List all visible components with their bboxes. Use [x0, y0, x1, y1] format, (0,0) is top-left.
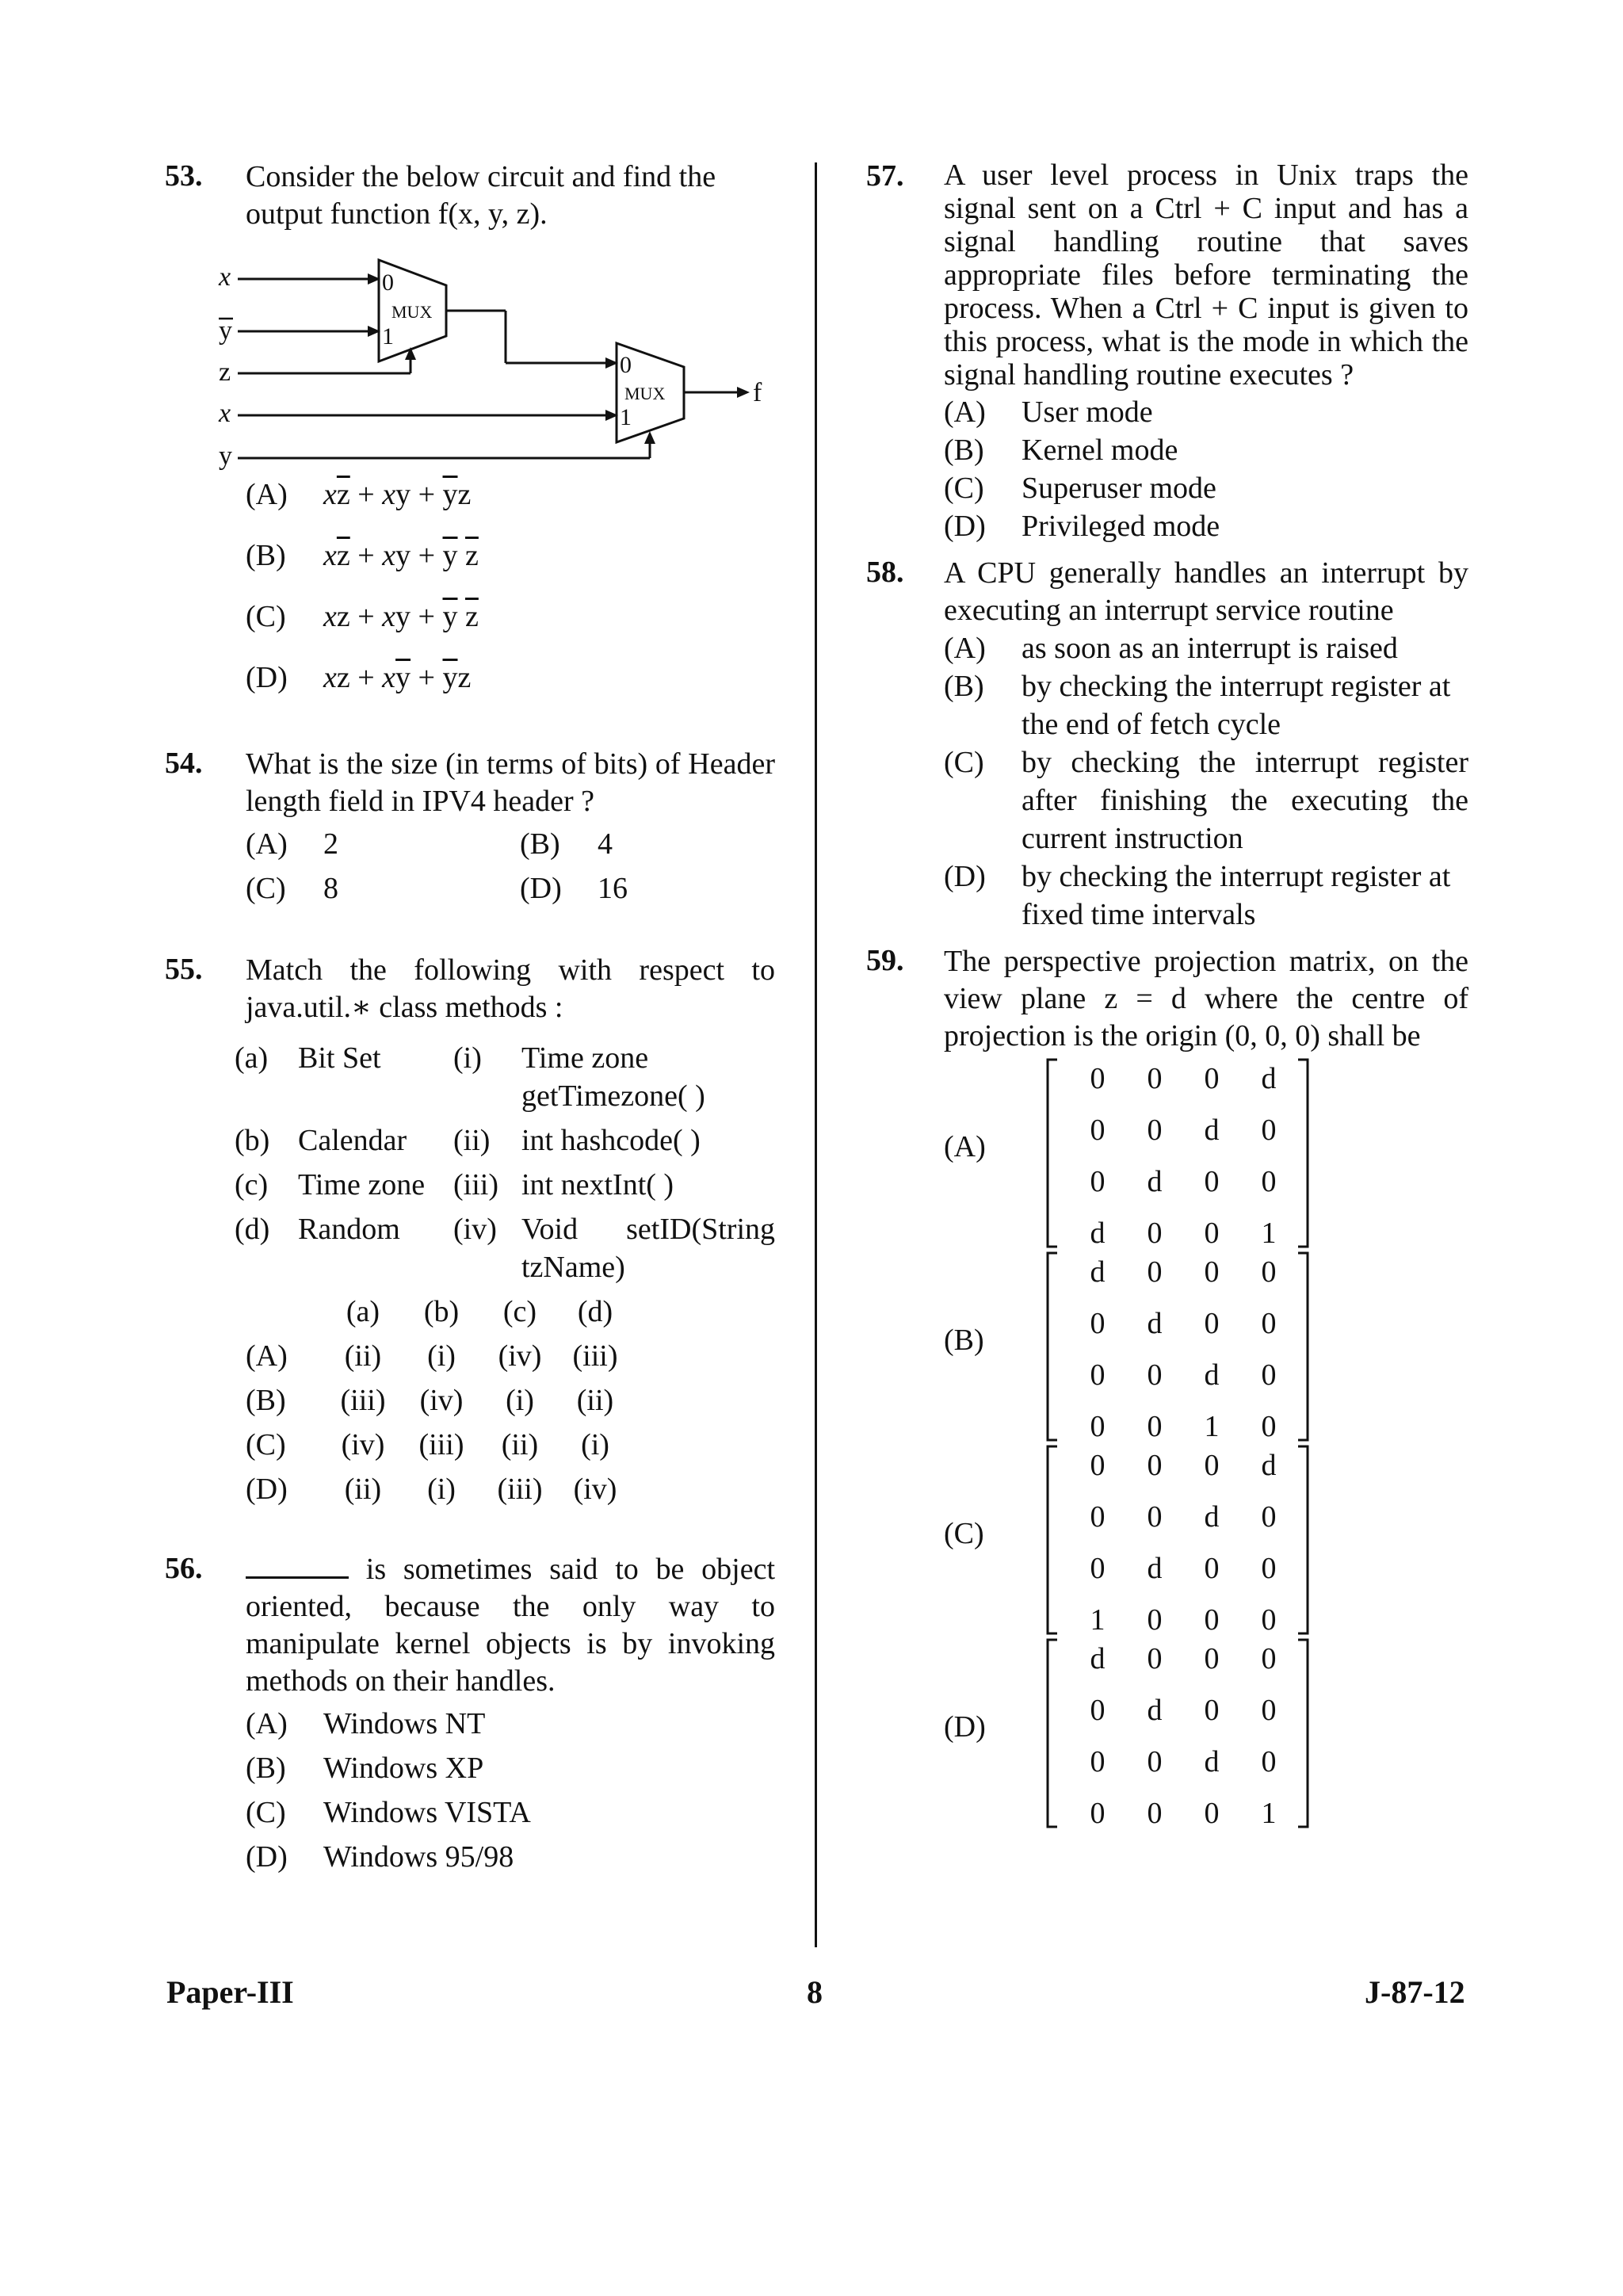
matrix-cell: 0	[1261, 1255, 1277, 1289]
matrix-cell: 0	[1147, 1797, 1163, 1830]
matrix-cell: d	[1147, 1165, 1163, 1198]
question-number: 56.	[165, 1552, 203, 1585]
matrix-cell: 1	[1261, 1797, 1277, 1830]
matrix-grid	[1069, 1637, 1297, 1843]
question-text: Consider the below circuit and find the output function f(x, y, z).	[246, 160, 716, 231]
question-text: A user level process in Unix traps the signal sent on a Ctrl + C input and has a signal handling routine that saves appropriate files before terminating the process. When a Ctrl + C input is given to this process, what is the mode in which the signal handling routine executes ?	[944, 159, 1468, 392]
matrix-cell: 0	[1147, 1217, 1163, 1250]
option-b[interactable]: (B) by checking the interrupt register at the end of fetch cycle	[944, 670, 1451, 741]
matrix-cell: 1	[1090, 1603, 1106, 1637]
matrix-cell: d	[1090, 1642, 1106, 1675]
q53-options	[246, 476, 775, 697]
q57-options	[944, 393, 1468, 545]
matrix-cell: 0	[1147, 1114, 1163, 1147]
matrix-cell: 0	[1204, 1797, 1220, 1830]
option-d[interactable]: (D) xz + $x\overline{y} + \overline{y}z$	[246, 659, 775, 697]
matrix-cell: 0	[1090, 1500, 1106, 1534]
matrix-cell: 0	[1204, 1694, 1220, 1727]
option-a[interactable]: (A) User mode	[944, 395, 1153, 429]
question-number: 58.	[866, 556, 904, 589]
matrix-cell: 0	[1261, 1500, 1277, 1534]
matrix-cell: 0	[1147, 1062, 1163, 1095]
matrix-cell: 0	[1090, 1552, 1106, 1585]
option-a[interactable]: (A) 2	[246, 827, 338, 861]
option-d-expression: xz + $x\overline{y} + \overline{y}z$	[323, 661, 472, 694]
output-f-label: f	[753, 378, 762, 407]
option-c[interactable]: (C) xz + xy + $\overline{y}$ $\overline{z}$	[246, 598, 775, 636]
matrix-cell: 0	[1204, 1307, 1220, 1340]
matrix-cell: d	[1147, 1307, 1163, 1340]
question-59	[866, 943, 1468, 1830]
mux-circuit-diagram	[212, 236, 767, 474]
question-55	[165, 952, 775, 1508]
matrix-cell: 0	[1147, 1745, 1163, 1778]
matrix-cell: 0	[1261, 1165, 1277, 1198]
match-codes	[246, 1293, 775, 1508]
match-row: (a) Bit Set (i) Time zone getTimezone( )	[235, 1041, 705, 1113]
input-x-label: x	[219, 262, 231, 292]
matrix-cell: 1	[1261, 1217, 1277, 1250]
match-row: (d) Random (iv) Void setID(String tzName)	[235, 1213, 775, 1284]
mux1-input0-label: 0	[382, 269, 394, 296]
matrix-cell: 0	[1090, 1358, 1106, 1392]
matrix-cell: 0	[1204, 1217, 1220, 1250]
option-b[interactable]: (B) 4	[520, 827, 613, 861]
option-d[interactable]	[944, 1637, 1468, 1830]
option-c-expression: xz + xy + $\overline{y}$ $\overline{z}$	[323, 600, 479, 633]
option-a[interactable]: (A) (ii) (i) (iv) (iii)	[246, 1339, 618, 1373]
option-a[interactable]: (A) as soon as an interrupt is raised	[944, 632, 1398, 665]
matrix-cell: 0	[1090, 1797, 1106, 1830]
option-c[interactable]: (C) 8	[246, 872, 338, 905]
option-a[interactable]	[944, 1056, 1468, 1250]
matrix-cell: 0	[1204, 1255, 1220, 1289]
input-ybar-label: y	[219, 316, 232, 346]
option-c[interactable]	[944, 1443, 1468, 1637]
matrix-cell: 0	[1204, 1062, 1220, 1095]
matrix-cell: d	[1090, 1255, 1106, 1289]
matrix-cell: 0	[1261, 1307, 1277, 1340]
option-c[interactable]: (C) by checking the interrupt register after finishing the executing the current instruction	[944, 746, 1468, 855]
q58-options	[944, 629, 1468, 934]
matrix-cell: 0	[1147, 1410, 1163, 1443]
matrix-cell: d	[1261, 1062, 1277, 1095]
matrix-cell: 0	[1147, 1500, 1163, 1534]
option-d[interactable]: (D) Windows 95/98	[246, 1840, 514, 1874]
input-z-label: z	[219, 357, 231, 387]
question-56	[165, 1551, 775, 1876]
option-d[interactable]: (D) by checking the interrupt register at fixed time intervals	[944, 860, 1451, 931]
question-number: 59.	[866, 944, 904, 977]
question-57	[866, 159, 1468, 545]
match-row: (b) Calendar (ii) int hashcode( )	[235, 1124, 701, 1157]
option-d[interactable]: (D) Privileged mode	[944, 510, 1220, 543]
matrix-grid	[1069, 1056, 1297, 1263]
fill-in-blank	[246, 1553, 349, 1579]
question-text: What is the size (in terms of bits) of Header length field in IPV4 header ?	[246, 747, 775, 818]
matrix-cell: d	[1204, 1745, 1220, 1778]
option-label: (C)	[944, 1517, 984, 1550]
matrix-cell: 0	[1261, 1694, 1277, 1727]
option-a[interactable]: (A) $x\overline{z}$ + xy + $\overline{y}z$	[246, 476, 775, 514]
matrix-cell: 0	[1261, 1114, 1277, 1147]
matrix-cell: 0	[1090, 1449, 1106, 1482]
question-number: 53.	[165, 159, 203, 193]
matrix-cell: 0	[1204, 1642, 1220, 1675]
right-column	[866, 159, 1468, 1830]
matrix-cell: 0	[1090, 1307, 1106, 1340]
question-53	[165, 159, 775, 233]
matrix-grid	[1069, 1443, 1297, 1649]
option-d[interactable]: (D) 16	[520, 872, 628, 905]
codes-header: (a) (b) (c) (d)	[346, 1295, 613, 1328]
mux1-label: MUX	[391, 302, 433, 322]
mux2-input1-label: 1	[620, 404, 632, 430]
option-b[interactable]: (B) Windows XP	[246, 1752, 484, 1785]
question-text: A CPU generally handles an interrupt by executing an interrupt service routine	[944, 556, 1468, 627]
left-column	[165, 159, 775, 1876]
option-d[interactable]: (D) (ii) (i) (iii) (iv)	[246, 1473, 617, 1506]
mux2-label: MUX	[624, 384, 666, 403]
question-54	[165, 746, 775, 907]
option-b[interactable]: (B) $x\overline{z}$ + xy + $\overline{y}$ $\overline{z}$	[246, 537, 775, 575]
matrix-cell: 0	[1090, 1062, 1106, 1095]
matrix-cell: d	[1204, 1114, 1220, 1147]
matrix-cell: d	[1204, 1500, 1220, 1534]
option-c[interactable]: (C) Windows VISTA	[246, 1796, 531, 1829]
matrix-cell: 0	[1204, 1165, 1220, 1198]
matrix-cell: 0	[1204, 1603, 1220, 1637]
option-b-expression: $x\overline{z}$ + xy + $\overline{y}$ $\overline{z}$	[323, 539, 479, 572]
option-c[interactable]: (C) (iv) (iii) (ii) (i)	[246, 1428, 609, 1461]
matrix-cell: d	[1147, 1694, 1163, 1727]
footer-page-number: 8	[807, 1974, 823, 2010]
question-number: 54.	[165, 747, 203, 780]
question-58	[866, 555, 1468, 934]
option-c[interactable]: (C) Superuser mode	[944, 472, 1216, 505]
mux2-input0-label: 0	[620, 352, 632, 378]
option-label: (D)	[944, 1710, 986, 1744]
option-label: (B)	[944, 1324, 984, 1357]
matrix-cell: 0	[1261, 1603, 1277, 1637]
question-text: Match the following with respect to java.util.∗ class methods :	[246, 953, 775, 1024]
matrix-cell: d	[1090, 1217, 1106, 1250]
matrix-grid	[1069, 1250, 1297, 1456]
input-x2-label: x	[219, 399, 231, 428]
matrix-cell: 0	[1261, 1745, 1277, 1778]
question-number: 55.	[165, 953, 203, 986]
matrix-cell: 0	[1261, 1642, 1277, 1675]
question-text: The perspective projection matrix, on the view plane z = d where the centre of projection is the origin (0, 0, 0) shall be	[944, 945, 1468, 1052]
option-label: (A)	[944, 1130, 986, 1163]
option-b[interactable]	[944, 1250, 1468, 1443]
input-y-label: y	[219, 441, 232, 471]
question-text: is sometimes said to be object oriented, because the only way to manipulate kernel objects is by invoking methods on their handles.	[246, 1553, 776, 1698]
matrix-cell: 0	[1147, 1255, 1163, 1289]
option-b[interactable]: (B) (iii) (iv) (i) (ii)	[246, 1384, 614, 1417]
matrix-cell: 0	[1204, 1449, 1220, 1482]
matrix-cell: 0	[1090, 1410, 1106, 1443]
q59-options	[944, 1056, 1468, 1830]
option-a-expression: $x\overline{z}$ + xy + $\overline{y}z$	[323, 478, 472, 511]
matrix-cell: 0	[1261, 1552, 1277, 1585]
matrix-cell: 0	[1147, 1603, 1163, 1637]
matrix-cell: 0	[1090, 1745, 1106, 1778]
footer-paper-label: Paper-III	[166, 1974, 294, 2010]
q56-options	[246, 1705, 775, 1876]
column-divider	[815, 162, 817, 1947]
matrix-cell: d	[1147, 1552, 1163, 1585]
matrix-cell: 0	[1204, 1552, 1220, 1585]
mux1-input1-label: 1	[382, 323, 394, 350]
match-table	[235, 1039, 775, 1286]
q54-options	[246, 825, 775, 907]
matrix-cell: 0	[1147, 1642, 1163, 1675]
option-b[interactable]: (B) Kernel mode	[944, 434, 1178, 467]
question-number: 57.	[866, 159, 904, 193]
matrix-cell: 0	[1261, 1410, 1277, 1443]
matrix-cell: 0	[1147, 1358, 1163, 1392]
matrix-cell: d	[1261, 1449, 1277, 1482]
matrix-cell: 0	[1147, 1449, 1163, 1482]
matrix-cell: 0	[1261, 1358, 1277, 1392]
matrix-cell: d	[1204, 1358, 1220, 1392]
option-a[interactable]: (A) Windows NT	[246, 1707, 486, 1740]
matrix-cell: 1	[1204, 1410, 1220, 1443]
footer-code: J-87-12	[1365, 1974, 1465, 2010]
matrix-cell: 0	[1090, 1694, 1106, 1727]
match-row: (c) Time zone (iii) int nextInt( )	[235, 1168, 674, 1201]
matrix-cell: 0	[1090, 1114, 1106, 1147]
matrix-cell: 0	[1090, 1165, 1106, 1198]
